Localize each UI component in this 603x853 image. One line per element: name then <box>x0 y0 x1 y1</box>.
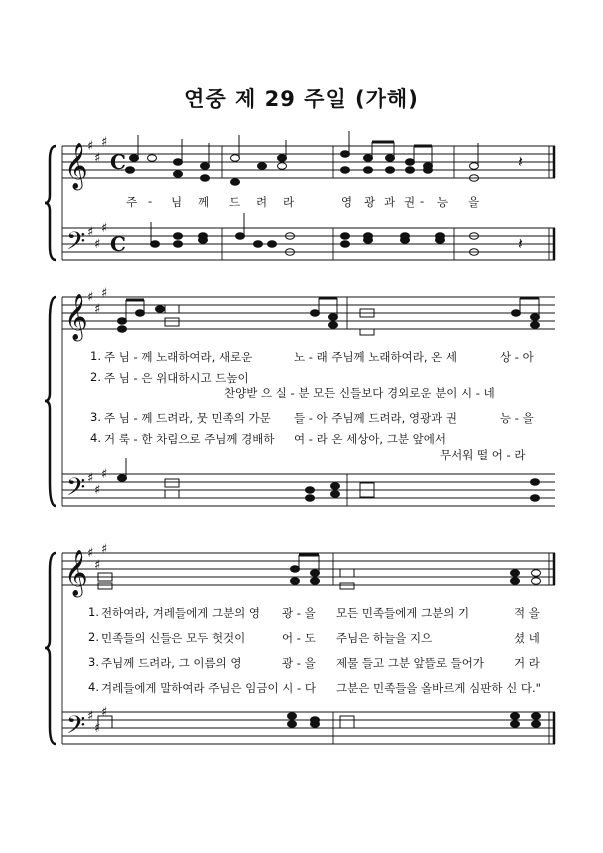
verse-text: 거 라 <box>514 656 540 670</box>
verse-text: 적 을 <box>514 606 540 620</box>
verse-text: 제물 들고 그분 앞뜰로 들어가 <box>336 656 484 670</box>
verse-text: 주님은 하늘을 지으 <box>336 631 433 645</box>
syllable: 라 <box>283 195 295 209</box>
svg-text:♯: ♯ <box>101 467 108 482</box>
verse-text: 셨 네 <box>514 631 540 645</box>
verse-text: 거 룩 - 한 차림으로 주님께 경배하 <box>104 432 275 446</box>
svg-text:𝄢: 𝄢 <box>66 711 86 746</box>
syllable: 을 <box>468 195 480 209</box>
svg-text:C: C <box>110 232 126 256</box>
svg-text:𝄢: 𝄢 <box>66 473 86 508</box>
svg-text:𝄞: 𝄞 <box>64 550 88 596</box>
verse-text: 능 - 을 <box>500 411 534 425</box>
verse-text: 주 님 - 께 드려라, 뭇 민족의 가문 <box>104 411 271 425</box>
svg-text:♯: ♯ <box>87 290 94 305</box>
verse-text: 무서워 떨 어 - 라 <box>440 448 526 462</box>
svg-text:♯: ♯ <box>101 135 108 150</box>
verse-text: 그분은 민족들을 올바르게 심판하 신 다." <box>336 681 541 695</box>
verse-number: 2. <box>88 630 99 644</box>
verse-text: 들 - 아 주님께 드려라, 영광과 권 <box>294 411 458 425</box>
verse-text: 여 - 라 온 세상아, 그분 앞에서 <box>294 432 446 446</box>
verse-number: 3. <box>88 655 99 669</box>
verse-text: 상 - 아 <box>500 350 534 364</box>
verse-number: 3. <box>90 410 101 424</box>
svg-text:♯: ♯ <box>87 546 94 561</box>
syllable: - <box>148 194 153 208</box>
page-title: 연중 제 29 주일 (가해) <box>184 87 419 111</box>
svg-text:♯: ♯ <box>94 558 101 573</box>
verse-text: 모든 민족들에게 그분의 기 <box>336 606 470 620</box>
bass-clef-icon: 𝄢 <box>66 227 86 262</box>
svg-text:♯: ♯ <box>101 542 108 557</box>
verse-number: 4. <box>88 680 99 694</box>
syllable: 께 <box>198 195 210 209</box>
verse-text: 주 님 - 은 위대하시고 드높이 <box>104 371 249 385</box>
svg-text:♯: ♯ <box>87 139 94 154</box>
svg-text:♯: ♯ <box>94 237 101 252</box>
syllable: 주 <box>126 195 138 209</box>
verse-number: 2. <box>90 370 101 384</box>
verse-text: 전하여라, 겨레들에게 그분의 영 <box>101 606 261 620</box>
svg-text:♯: ♯ <box>87 225 94 240</box>
verse-text: 광 - 을 <box>282 656 316 670</box>
verse-text: 광 - 을 <box>282 606 316 620</box>
verse-text: 주님께 드려라, 그 이름의 영 <box>101 656 242 670</box>
system3-treble-staff <box>62 553 555 585</box>
svg-text:𝄽: 𝄽 <box>518 152 523 171</box>
svg-text:♯: ♯ <box>87 471 94 486</box>
syllable: 능 <box>437 195 449 209</box>
svg-text:♯: ♯ <box>87 709 94 724</box>
verse-text: 찬양받 으 실 - 분 모든 신들보다 경외로운 분이 시 - 네 <box>224 386 495 400</box>
system3-bass-staff <box>62 712 555 744</box>
syllable: 광 <box>364 195 376 209</box>
verse-number: 1. <box>88 605 99 619</box>
svg-text:𝄽: 𝄽 <box>518 234 523 253</box>
syllable: 권 <box>404 195 416 209</box>
syllable: 려 <box>256 195 268 209</box>
svg-text:♯: ♯ <box>101 705 108 720</box>
svg-text:♯: ♯ <box>101 221 108 236</box>
verse-number: 1. <box>90 349 101 363</box>
verse-text: 노 - 래 주님께 노래하여라, 온 세 <box>294 350 458 364</box>
svg-text:♯: ♯ <box>94 483 101 498</box>
syllable: 과 <box>384 195 396 209</box>
svg-text:𝄞: 𝄞 <box>64 294 88 340</box>
syllable: - <box>420 194 425 208</box>
syllable: 님 <box>171 195 183 209</box>
syllable: 드 <box>229 195 241 209</box>
verse-text: 겨레들에게 말하여라 주님은 임금이 시 - 다 <box>101 681 316 695</box>
verse-text: 어 - 도 <box>282 631 316 645</box>
verse-text: 주 님 - 께 노래하여라, 새로운 <box>104 350 253 364</box>
verse-number: 4. <box>90 431 101 445</box>
syllable: 영 <box>341 195 353 209</box>
system1-treble-staff <box>62 146 555 178</box>
time-signature: C <box>110 150 126 174</box>
verse-text: 민족들의 신들은 모두 헛것이 <box>101 631 246 645</box>
system1-bass-staff <box>62 228 555 260</box>
svg-text:♯: ♯ <box>94 151 101 166</box>
svg-text:♯: ♯ <box>94 721 101 736</box>
treble-clef-icon: 𝄞 <box>64 143 88 189</box>
svg-text:♯: ♯ <box>94 302 101 317</box>
svg-text:♯: ♯ <box>101 286 108 301</box>
